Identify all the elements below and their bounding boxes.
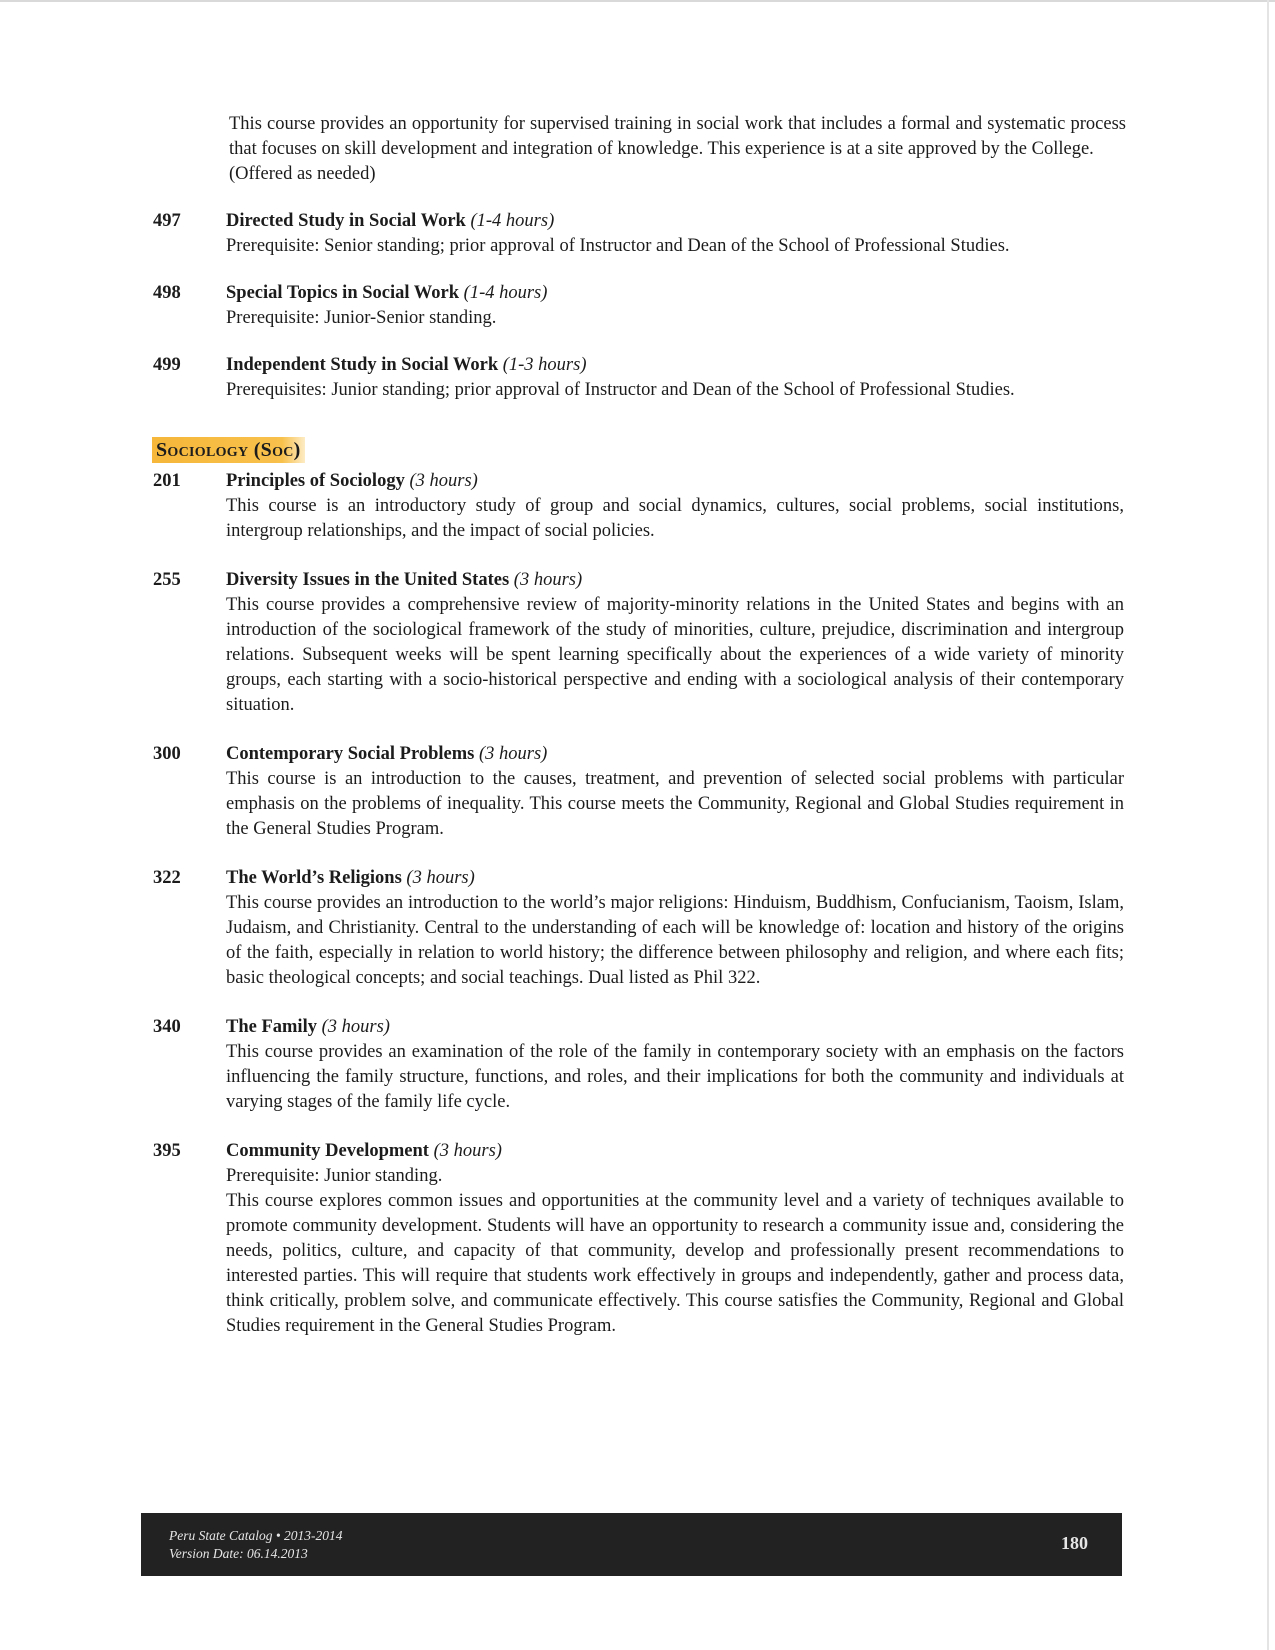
course-title: Community Development	[226, 1141, 429, 1161]
intro-text: This course provides an opportunity for supervised training in social work that includes a formal and systematic process that focuses on skill development and integration of knowledge. This experience is at a site approved by the College.	[229, 114, 1126, 159]
course-hours: (3 hours)	[478, 744, 548, 764]
course-description: Prerequisite: Junior-Senior standing.	[226, 308, 497, 328]
course-entry	[0, 1139, 1275, 1339]
course-description: Prerequisite: Junior standing.	[226, 1166, 443, 1186]
footer-catalog-info	[169, 1527, 342, 1563]
course-number: 499	[153, 355, 181, 375]
course-body	[226, 1139, 1124, 1339]
course-hours: (3 hours)	[409, 471, 478, 491]
course-entry	[0, 209, 1275, 259]
course-number: 300	[153, 744, 181, 764]
course-hours: (3 hours)	[433, 1141, 502, 1161]
course-description: This course provides an examination of the role of the family in contemporary society with an emphasis on the factors influencing the family structure, functions, and roles, and their implications for both the community and individuals at varying stages of the family life cycle.	[226, 1042, 1124, 1112]
course-number: 201	[153, 471, 181, 491]
course-description: This course is an introduction to the causes, treatment, and prevention of selected social problems with particular emphasis on the problems of inequality. This course meets the Community, Regional and Global Studies requirement in the General Studies Program.	[226, 769, 1124, 839]
course-description: Prerequisites: Junior standing; prior approval of Instructor and Dean of the School of Professional Studies.	[226, 380, 1015, 400]
course-title: Independent Study in Social Work	[226, 355, 499, 375]
social-work-course-list	[0, 209, 1275, 403]
course-body	[226, 469, 1124, 544]
course-title-line	[226, 1139, 1124, 1164]
course-description: This course provides an introduction to the world’s major religions: Hinduism, Buddhism, Confucianism, Taoism, Islam, Judaism, and Christianity. Central to the understanding of each will be knowledge of: location and history of the origins of the faith, especially in relation to world history; the difference between philosophy and religion, and where each fits; basic theological concepts; and social teachings. Dual listed as Phil 322.	[226, 893, 1124, 988]
footer-catalog-title: Peru State Catalog • 2013-2014	[169, 1528, 343, 1543]
continued-course-description	[229, 112, 1126, 187]
course-title-line	[226, 353, 1124, 378]
course-number: 498	[153, 283, 181, 303]
course-title: The Family	[226, 1017, 317, 1037]
course-hours: (3 hours)	[513, 570, 583, 590]
course-description: This course provides a comprehensive review of majority-minority relations in the United States and begins with an introduction of the sociological framework of the study of minorities, culture, prejudice, discrimination and intergroup relations. Subsequent weeks will be spent learning specifically about the experiences of a wide variety of minority groups, each starting with a socio-historical perspective and ending with a sociological analysis of their contemporary situation.	[226, 595, 1124, 715]
course-body	[226, 1015, 1124, 1115]
course-body	[226, 742, 1124, 842]
course-number: 255	[153, 570, 181, 590]
course-description: This course explores common issues and opportunities at the community level and a variety of techniques available to promote community development. Students will have an opportunity to research a community issue and, considering the needs, politics, culture, and capacity of that community, develop and professionally present recommendations to interested parties. This will require that students work effectively in groups and independently, gather and process data, think critically, problem solve, and communicate effectively. This course satisfies the Community, Regional and Global Studies requirement in the General Studies Program.	[226, 1191, 1124, 1336]
course-title-line	[226, 1015, 1124, 1040]
course-hours: (1-3 hours)	[502, 355, 587, 375]
course-entry	[0, 469, 1275, 544]
section-heading-sociology: Sociology (Soc)	[152, 437, 305, 463]
course-body	[226, 866, 1124, 991]
course-body	[226, 209, 1124, 259]
page-footer	[141, 1513, 1122, 1576]
course-title: Principles of Sociology	[226, 471, 405, 491]
course-title-line	[226, 568, 1124, 593]
course-title-line	[226, 866, 1124, 891]
course-number: 497	[153, 211, 181, 231]
course-title: The World’s Religions	[226, 868, 402, 888]
course-title: Diversity Issues in the United States	[226, 570, 510, 590]
course-title: Special Topics in Social Work	[226, 283, 460, 303]
sociology-course-list	[0, 469, 1275, 1339]
course-entry	[0, 353, 1275, 403]
course-entry	[0, 568, 1275, 718]
course-title-line	[226, 469, 1124, 494]
course-description: This course is an introductory study of group and social dynamics, cultures, social problems, social institutions, intergroup relationships, and the impact of social policies.	[226, 496, 1124, 541]
page-content	[0, 112, 1275, 1339]
course-hours: (3 hours)	[321, 1017, 390, 1037]
course-body	[226, 353, 1124, 403]
course-hours: (1-4 hours)	[470, 211, 555, 231]
scan-edge-top	[0, 0, 1275, 2]
course-title-line	[226, 209, 1124, 234]
course-title-line	[226, 742, 1124, 767]
course-entry	[0, 866, 1275, 991]
course-hours: (1-4 hours)	[463, 283, 548, 303]
course-entry	[0, 742, 1275, 842]
course-number: 340	[153, 1017, 181, 1037]
course-entry	[0, 1015, 1275, 1115]
course-number: 322	[153, 868, 181, 888]
course-title: Directed Study in Social Work	[226, 211, 466, 231]
offered-note: (Offered as needed)	[229, 164, 376, 184]
course-body	[226, 281, 1124, 331]
course-body	[226, 568, 1124, 718]
course-title: Contemporary Social Problems	[226, 744, 475, 764]
footer-version-date: Version Date: 06.14.2013	[169, 1546, 308, 1561]
course-description: Prerequisite: Senior standing; prior approval of Instructor and Dean of the School of Professional Studies.	[226, 236, 1010, 256]
course-number: 395	[153, 1141, 181, 1161]
page-number: 180	[1061, 1533, 1088, 1553]
course-hours: (3 hours)	[406, 868, 475, 888]
course-entry	[0, 281, 1275, 331]
course-title-line	[226, 281, 1124, 306]
